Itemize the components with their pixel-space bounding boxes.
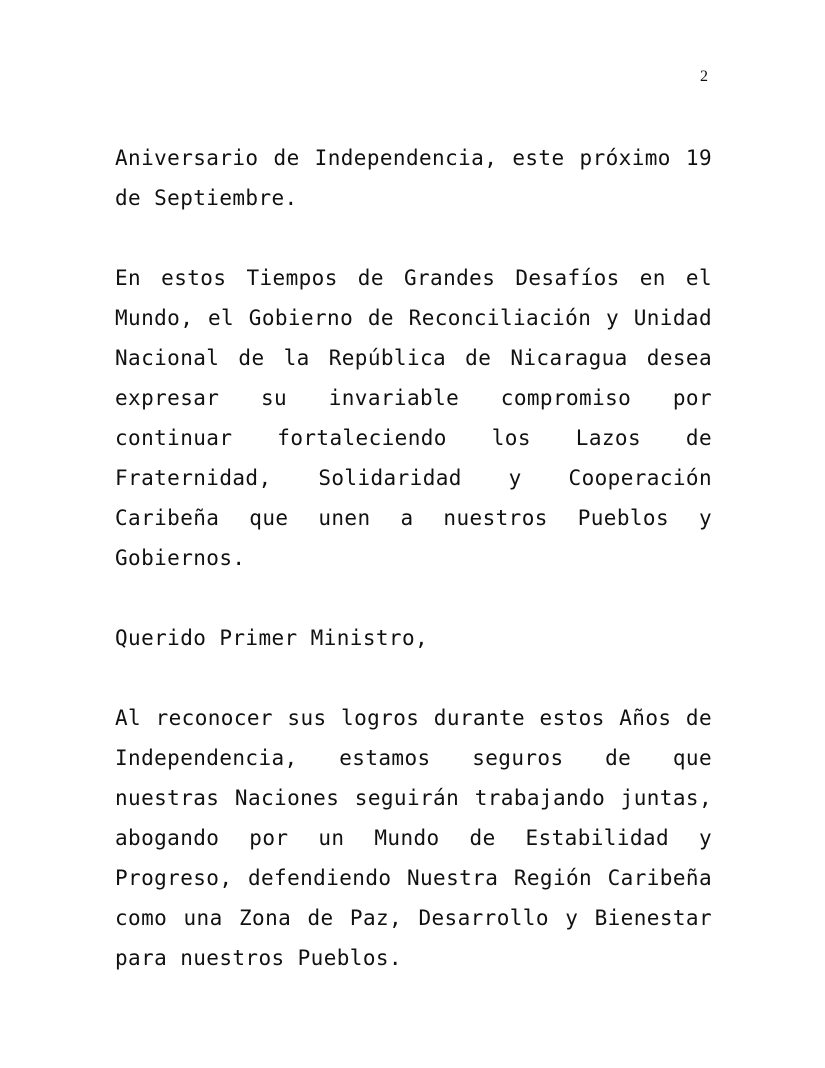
salutation: Querido Primer Ministro, xyxy=(115,626,429,650)
paragraph-anniversary: Aniversario de Independencia, este próximo 19 de Septiembre. xyxy=(115,146,712,210)
paragraph-achievements: Al reconocer sus logros durante estos Años de Independencia, estamos seguros de que nuestras Naciones seguirán trabajando juntas, abogando por un Mundo de Estabilidad y Progreso, defendiendo Nuestra Región Caribeña como una Zona de Paz, Desarrollo y Bienestar para nuestros Pueblos. xyxy=(115,706,712,970)
paragraph-commitment: En estos Tiempos de Grandes Desafíos en el Mundo, el Gobierno de Reconciliación y Unidad Nacional de la República de Nicaragua desea expresar su invariable compromiso por continuar fortaleciendo los Lazos de Fraternidad, Solidaridad y Cooperación Caribeña que unen a nuestros Pueblos y Gobiernos. xyxy=(115,266,712,570)
page-number: 2 xyxy=(700,68,708,85)
letter-body xyxy=(115,138,712,1018)
